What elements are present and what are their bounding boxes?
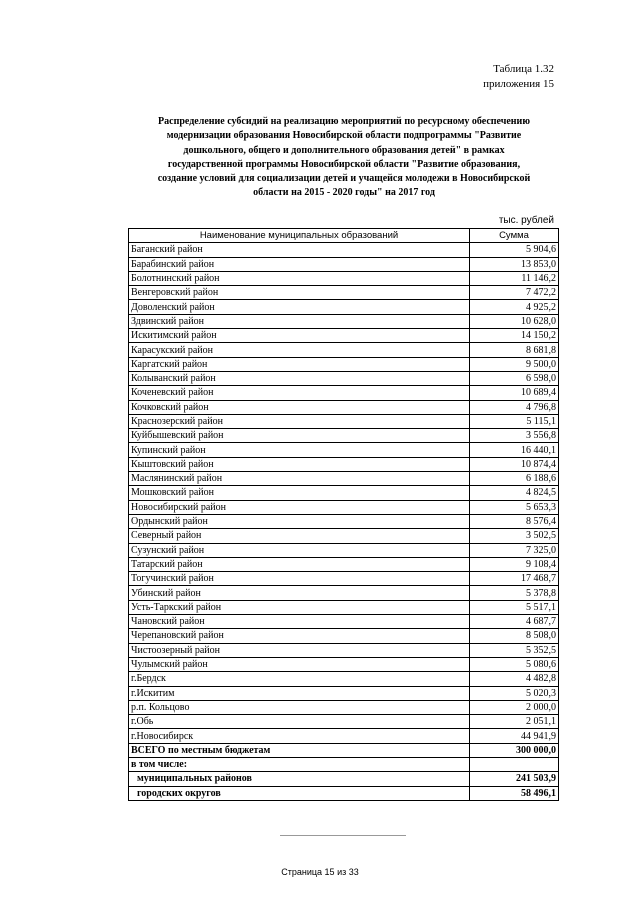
table-row [129,529,559,543]
municipality-name: Татарский район [129,557,470,571]
table-row [129,786,559,800]
subsidy-amount: 4 925,2 [470,300,559,314]
municipality-name: в том числе: [129,757,470,771]
subsidy-amount: 5 352,5 [470,643,559,657]
table-row [129,257,559,271]
municipality-name: Кыштовский район [129,457,470,471]
table-row [129,329,559,343]
column-header-sum: Сумма [470,229,559,243]
municipality-name: Краснозерский район [129,414,470,428]
table-row [129,686,559,700]
table-row [129,400,559,414]
subsidy-amount: 4 482,8 [470,672,559,686]
subsidy-amount [470,757,559,771]
municipality-name: Коченевский район [129,386,470,400]
subsidy-amount: 300 000,0 [470,743,559,757]
table-row [129,629,559,643]
subsidy-amount: 2 051,1 [470,715,559,729]
subsidy-amount: 13 853,0 [470,257,559,271]
subsidy-amount: 9 108,4 [470,557,559,571]
table-number: Таблица 1.32 [493,63,554,75]
table-reference [483,62,554,92]
subsidy-amount: 7 472,2 [470,286,559,300]
municipality-name: Сузунский район [129,543,470,557]
municipality-name: Ордынский район [129,514,470,528]
table-row [129,615,559,629]
table-body [129,243,559,801]
unit-label: тыс. рублей [498,215,554,226]
municipality-name: г.Искитим [129,686,470,700]
municipality-name: г.Бердск [129,672,470,686]
subsidy-amount: 17 468,7 [470,572,559,586]
subsidy-amount: 10 628,0 [470,314,559,328]
municipality-name: Усть-Таркский район [129,600,470,614]
municipality-name: Маслянинский район [129,472,470,486]
subsidy-amount: 8 508,0 [470,629,559,643]
municipality-name: Кочковский район [129,400,470,414]
table-row [129,414,559,428]
municipality-name: Чулымский район [129,657,470,671]
title-line: государственной программы Новосибирской области "Развитие образования, [167,158,521,170]
title-line: дошкольного, общего и дополнительного образования детей" в рамках [183,144,505,156]
table-row [129,314,559,328]
municipality-name: Доволенский район [129,300,470,314]
subsidy-amount: 241 503,9 [470,772,559,786]
subsidy-amount: 5 115,1 [470,414,559,428]
municipality-name: Черепановский район [129,629,470,643]
table-row [129,729,559,743]
table-row [129,600,559,614]
title-line: области на 2015 - 2020 годы" на 2017 год [253,187,435,199]
title-line: модернизации образования Новосибирской области подпрограммы "Развитие [166,130,522,142]
subsidy-amount: 58 496,1 [470,786,559,800]
table-row [129,572,559,586]
subsidy-amount: 10 874,4 [470,457,559,471]
municipality-name: Чистоозерный район [129,643,470,657]
document-title [128,115,560,201]
table-row [129,343,559,357]
table-row [129,486,559,500]
table-row [129,543,559,557]
table-row [129,643,559,657]
subsidy-amount: 5 378,8 [470,586,559,600]
table-row [129,586,559,600]
municipality-name: Барабинский район [129,257,470,271]
municipality-name: Куйбышевский район [129,429,470,443]
subsidy-amount: 3 502,5 [470,529,559,543]
municipality-name: муниципальных районов [129,772,470,786]
table-row [129,557,559,571]
subsidy-amount: 4 824,5 [470,486,559,500]
subsidy-table [128,228,559,801]
municipality-name: ВСЕГО по местным бюджетам [129,743,470,757]
municipality-name: Северный район [129,529,470,543]
subsidy-amount: 16 440,1 [470,443,559,457]
subsidy-amount: 5 904,6 [470,243,559,257]
subsidy-amount: 5 517,1 [470,600,559,614]
municipality-name: Баганский район [129,243,470,257]
table-row [129,286,559,300]
title-line: Распределение субсидий на реализацию мероприятий по ресурсному обеспечению [158,116,530,127]
municipality-name: Купинский район [129,443,470,457]
table-row [129,386,559,400]
table-row [129,672,559,686]
appendix-number: приложения 15 [483,78,554,90]
table-row [129,657,559,671]
column-header-name: Наименование муниципальных образований [129,229,470,243]
table-header-row [129,229,559,243]
table-row [129,371,559,385]
table-row [129,500,559,514]
table-row [129,357,559,371]
subsidy-amount: 10 689,4 [470,386,559,400]
table-row [129,271,559,285]
page-number: Страница 15 из 33 [281,867,359,877]
municipality-name: Убинский район [129,586,470,600]
municipality-name: Тогучинский район [129,572,470,586]
table-row [129,472,559,486]
municipality-name: Колыванский район [129,371,470,385]
table-row [129,429,559,443]
municipality-name: Новосибирский район [129,500,470,514]
subsidy-amount: 8 576,4 [470,514,559,528]
municipality-name: городских округов [129,786,470,800]
table-row [129,715,559,729]
subsidy-amount: 14 150,2 [470,329,559,343]
table-row [129,757,559,771]
municipality-name: Карасукский район [129,343,470,357]
municipality-name: г.Новосибирск [129,729,470,743]
subsidy-amount: 9 500,0 [470,357,559,371]
municipality-name: г.Обь [129,715,470,729]
title-line: создание условий для социализации детей и учащейся молодежи в Новосибирской [157,173,531,185]
subsidy-amount: 2 000,0 [470,700,559,714]
subsidy-amount: 5 653,3 [470,500,559,514]
municipality-name: Болотнинский район [129,271,470,285]
table-row [129,514,559,528]
municipality-name: Мошковский район [129,486,470,500]
table-row [129,243,559,257]
footer-divider [280,835,406,836]
subsidy-amount: 4 796,8 [470,400,559,414]
table-row [129,700,559,714]
subsidy-amount: 11 146,2 [470,271,559,285]
subsidy-amount: 3 556,8 [470,429,559,443]
table-row [129,300,559,314]
subsidy-amount: 8 681,8 [470,343,559,357]
municipality-name: р.п. Кольцово [129,700,470,714]
subsidy-amount: 5 020,3 [470,686,559,700]
subsidy-amount: 4 687,7 [470,615,559,629]
table-row [129,457,559,471]
municipality-name: Каргатский район [129,357,470,371]
subsidy-amount: 44 941,9 [470,729,559,743]
municipality-name: Здвинский район [129,314,470,328]
table-row [129,772,559,786]
municipality-name: Венгеровский район [129,286,470,300]
subsidy-amount: 6 188,6 [470,472,559,486]
subsidy-amount: 7 325,0 [470,543,559,557]
municipality-name: Чановский район [129,615,470,629]
subsidy-amount: 6 598,0 [470,371,559,385]
table-row [129,443,559,457]
municipality-name: Искитимский район [129,329,470,343]
table-row [129,743,559,757]
subsidy-amount: 5 080,6 [470,657,559,671]
